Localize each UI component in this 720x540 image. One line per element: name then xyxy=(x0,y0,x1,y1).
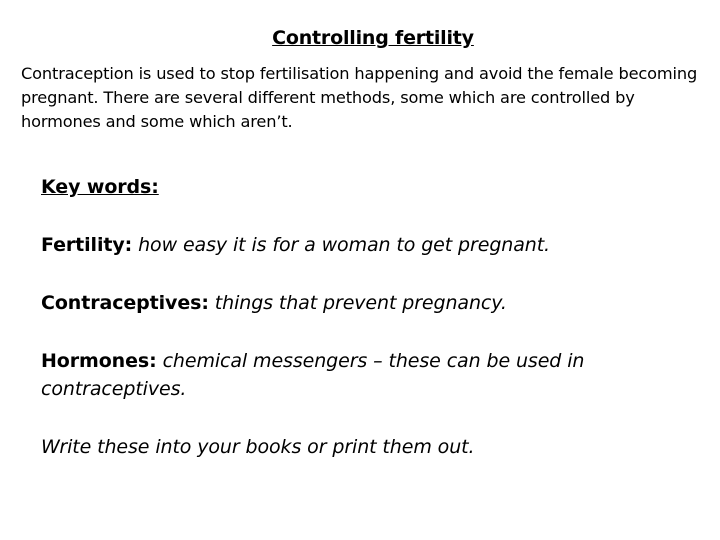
key-word-term: Fertility: xyxy=(41,234,133,256)
key-word-term: Contraceptives: xyxy=(41,292,209,314)
key-words-heading: Key words: xyxy=(41,176,159,198)
page-title: Controlling fertility xyxy=(272,27,474,49)
instruction-text: Write these into your books or print them out. xyxy=(41,436,475,458)
key-word-definition: things that prevent pregnancy. xyxy=(214,292,507,314)
intro-paragraph: Contraception is used to stop fertilisation happening and avoid the female becoming pregnant. There are several different methods, some which are controlled by hormones and some which aren’t. xyxy=(21,64,698,131)
key-word-hormones xyxy=(41,347,681,403)
key-word-fertility xyxy=(41,231,681,259)
key-words-section xyxy=(41,173,681,461)
key-word-contraceptives xyxy=(41,289,681,317)
key-word-definition: how easy it is for a woman to get pregnant. xyxy=(138,234,550,256)
key-word-definition: chemical messengers – these can be used in contraceptives. xyxy=(41,350,585,400)
key-word-term: Hormones: xyxy=(41,350,157,372)
